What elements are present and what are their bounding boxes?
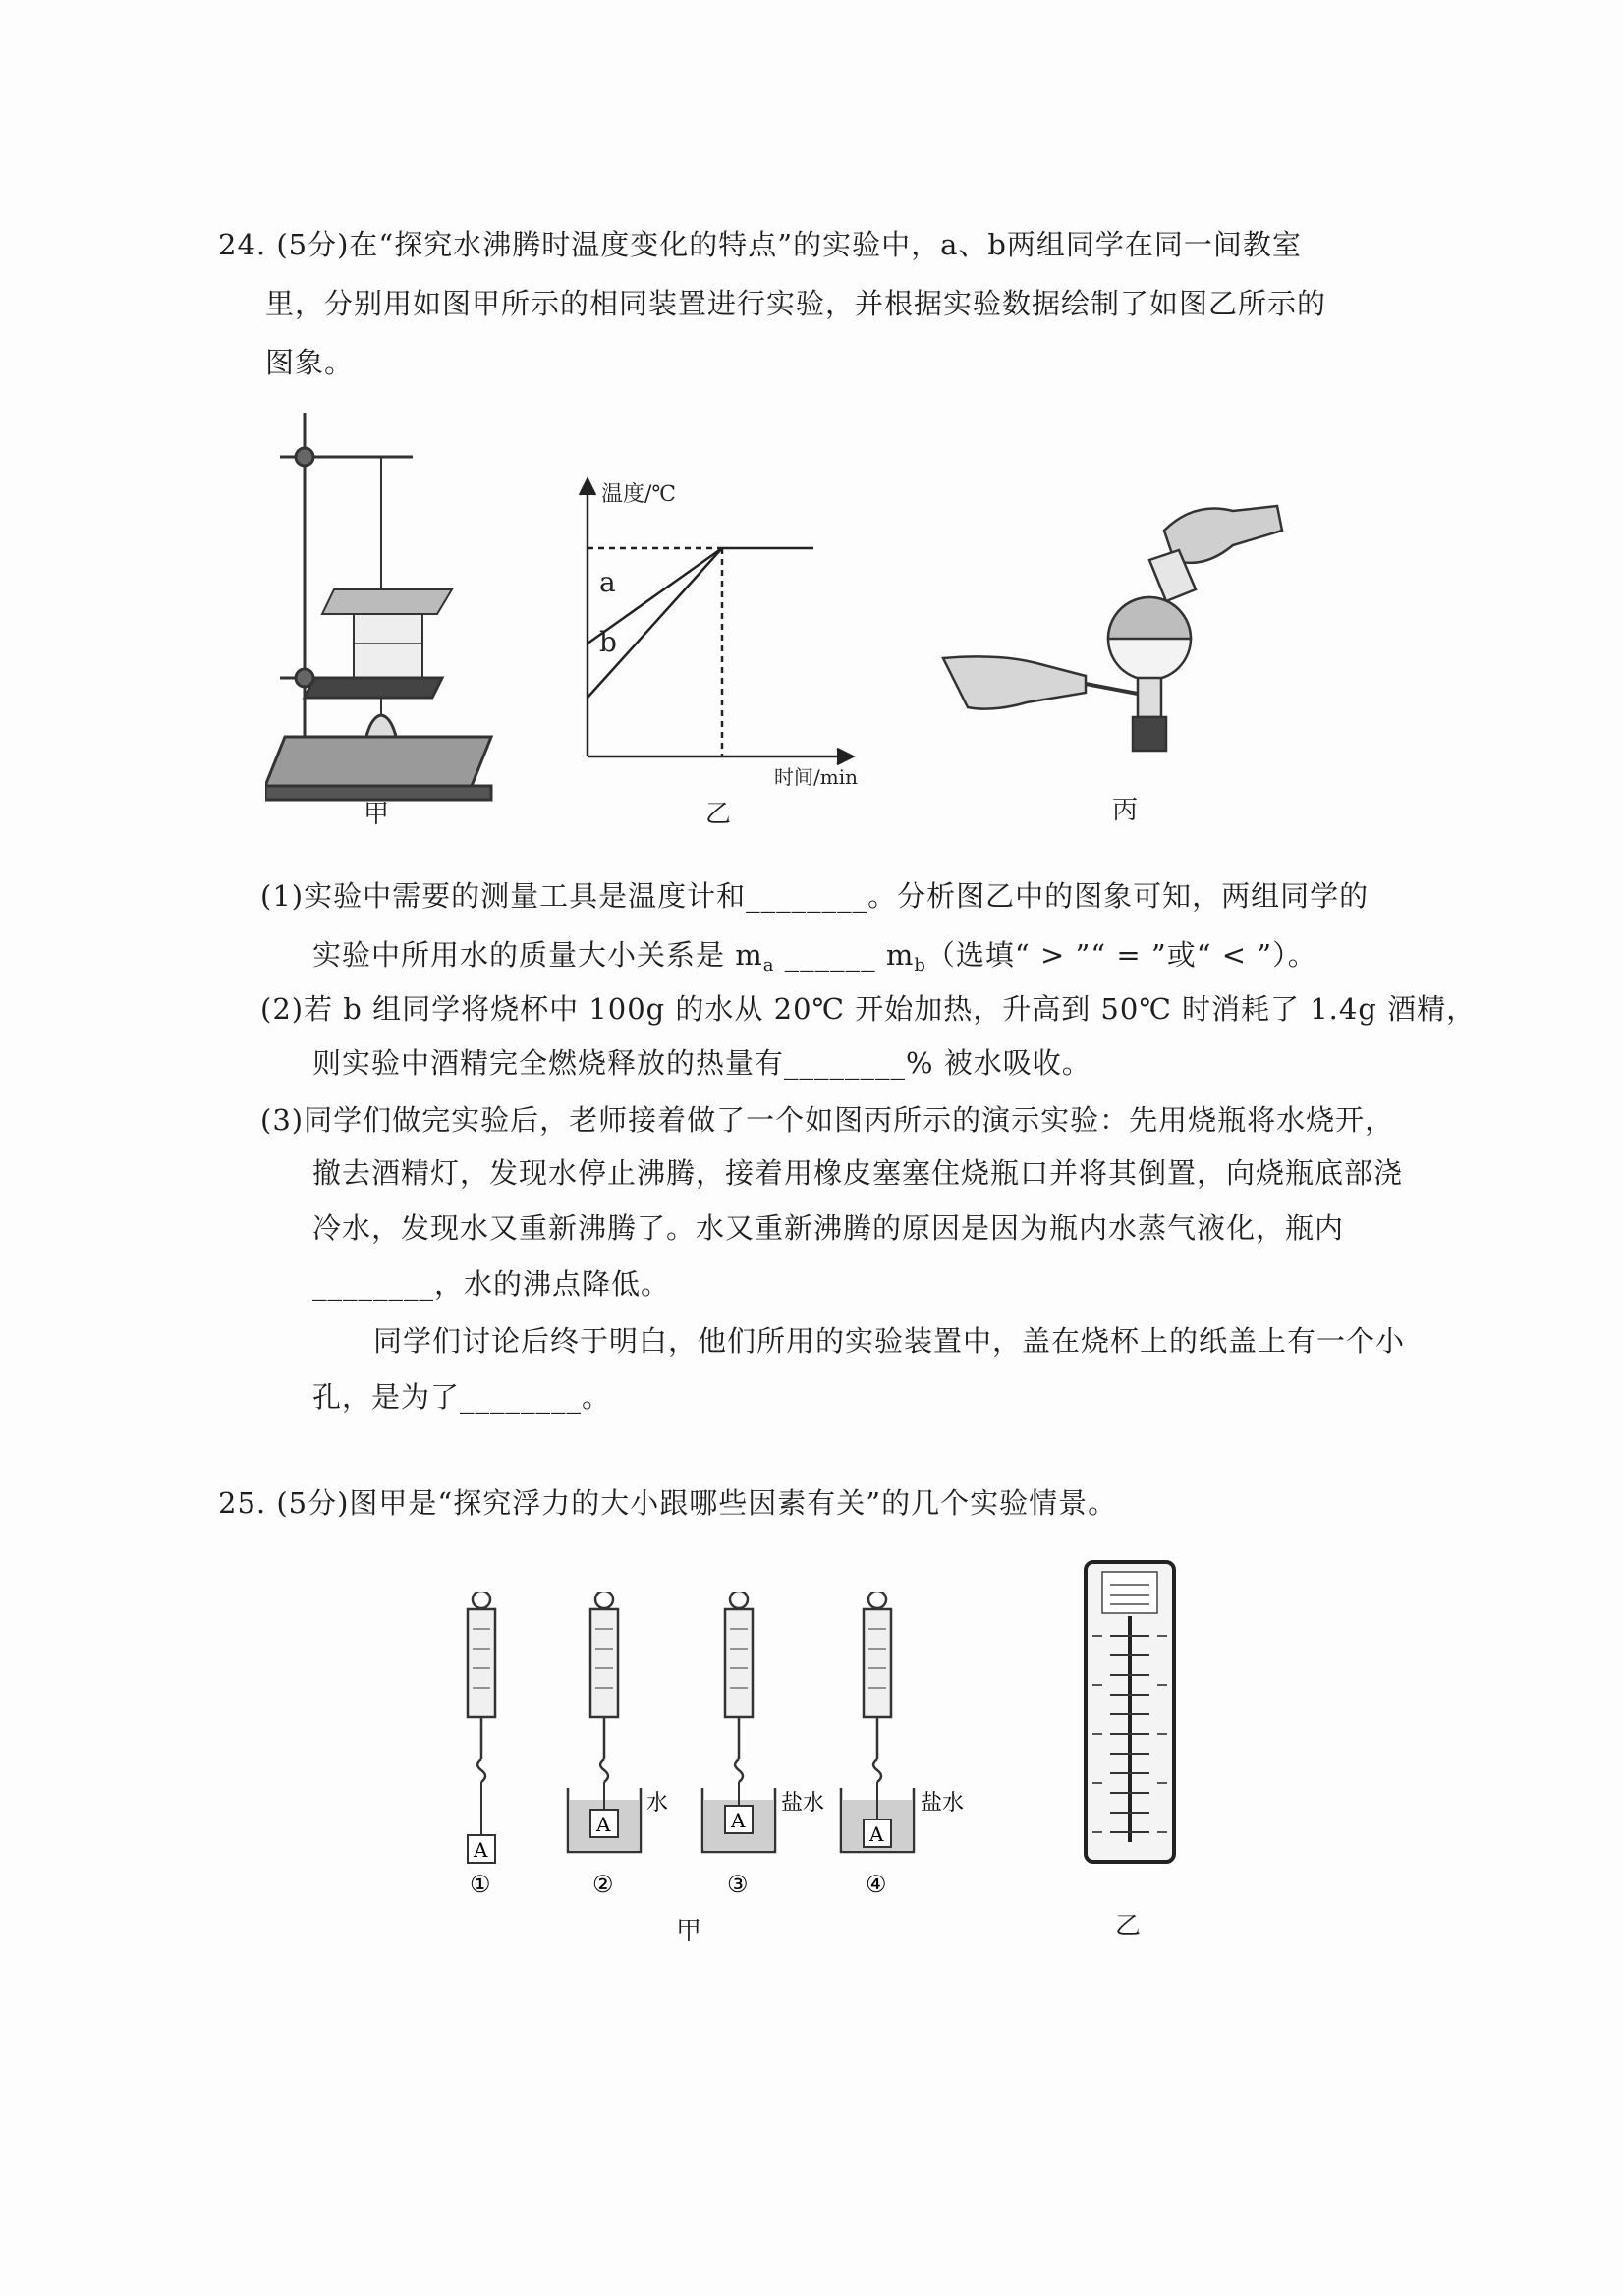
block-a-1: A xyxy=(474,1838,488,1862)
q24-part3-line-1: (3)同学们做完实验后，老师接着做了一个如图丙所示的演示实验：先用烧瓶将水烧开， xyxy=(260,1103,1395,1137)
figure-yi-graph xyxy=(560,472,874,796)
figure-yi-caption: 乙 xyxy=(705,800,732,829)
q24-part4-line-1: 同学们讨论后终于明白，他们所用的实验装置中，盖在烧杯上的纸盖上有一个小 xyxy=(373,1324,1406,1358)
q24-part2-line-2: 则实验中酒精完全燃烧释放的热量有________% 被水吸收。 xyxy=(312,1046,1091,1080)
figure-jia-caption: 甲 xyxy=(364,800,390,829)
figure-yi-spring-caption: 乙 xyxy=(1115,1912,1142,1941)
figure-yi-spring-scale xyxy=(1081,1557,1179,1872)
graph-line-b-label: b xyxy=(599,626,617,658)
q24-part1-line-1: (1)实验中需要的测量工具是温度计和________。分析图乙中的图象可知，两组同学的 xyxy=(260,879,1370,913)
q24-intro-line-2: 里，分别用如图甲所示的相同装置进行实验，并根据实验数据绘制了如图乙所示的 xyxy=(265,287,1327,320)
liquid-salt-label-1: 盐水 xyxy=(781,1791,825,1816)
q24-part1-line-2: 实验中所用水的质量大小关系是 $m_a$ ______ $m_b$（选填“ > ”“ = ”或“ < ”）。 xyxy=(312,938,1317,976)
figure-bing-caption: 丙 xyxy=(1112,796,1139,825)
figure-jia-apparatus xyxy=(265,403,511,806)
graph-line-a-label: a xyxy=(599,566,616,598)
figure-bing-flask-demo xyxy=(938,491,1331,776)
block-a-2: A xyxy=(596,1813,611,1836)
q24-part3-line-3: 冷水，发现水又重新沸腾了。水又重新沸腾的原因是因为瓶内水蒸气液化，瓶内 xyxy=(312,1211,1345,1245)
q24-intro-line-1: 24. (5分)在“探究水沸腾时温度变化的特点”的实验中，a、b两组同学在同一间教室 xyxy=(218,228,1302,261)
label-num-2: ② xyxy=(592,1871,614,1898)
q24-part3-line-4: ________，水的沸点降低。 xyxy=(312,1267,671,1301)
graph-xlabel: 时间/min xyxy=(774,765,858,789)
block-a-4: A xyxy=(869,1822,884,1846)
figure-jia-buoyancy-caption: 甲 xyxy=(676,1917,702,1946)
q24-intro-line-3: 图象。 xyxy=(265,346,355,379)
graph-ylabel: 温度/℃ xyxy=(601,482,677,507)
liquid-water-label: 水 xyxy=(646,1791,669,1816)
block-a-3: A xyxy=(731,1809,746,1832)
q25-intro: 25. (5分)图甲是“探究浮力的大小跟哪些因素有关”的几个实验情景。 xyxy=(218,1486,1118,1520)
liquid-salt-label-2: 盐水 xyxy=(921,1791,965,1816)
label-num-4: ④ xyxy=(866,1871,887,1898)
figure-jia-buoyancy xyxy=(442,1592,992,1916)
q24-part4-line-2: 孔，是为了________。 xyxy=(312,1380,612,1414)
label-num-3: ③ xyxy=(727,1871,749,1898)
q24-part3-line-2: 撤去酒精灯，发现水停止沸腾，接着用橡皮塞塞住烧瓶口并将其倒置，向烧瓶底部浇 xyxy=(312,1156,1404,1190)
q24-part2-line-1: (2)若 b 组同学将烧杯中 100g 的水从 20℃ 开始加热，升高到 50℃ 时消耗了 1.4g 酒精， xyxy=(260,992,1477,1026)
label-num-1: ① xyxy=(470,1871,491,1898)
